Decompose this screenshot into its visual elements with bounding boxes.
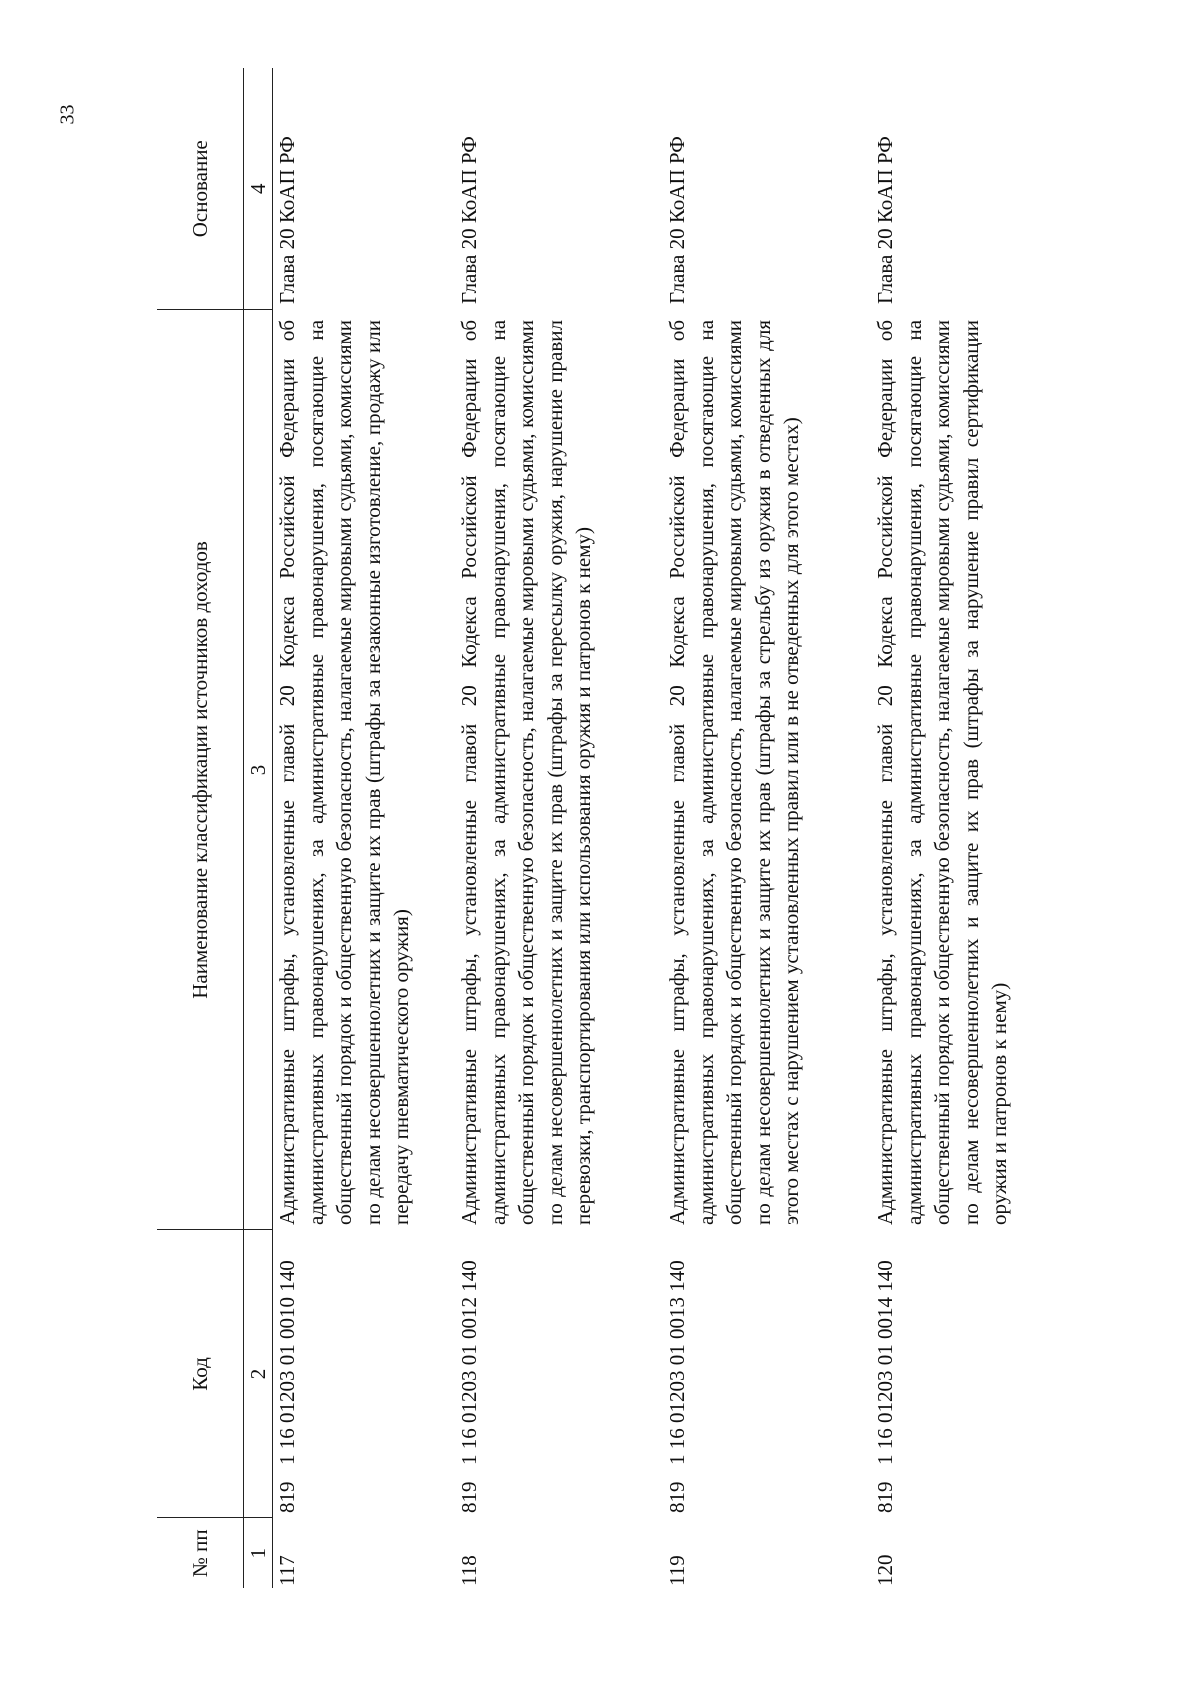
row-number: 119 [665,1555,689,1586]
page-number: 33 [56,104,79,125]
revenue-name: Административные штрафы, установленные главой 20 Кодекса Российской Федерации об административных правонарушениях, за административные правонарушения, посягающие на общественный порядок и общественную безопасность, налагаемые мировыми судьями, комиссиями по делам несовершеннолетних и защите их прав (штрафы за стрельбу из оружия в отведенных для этого местах с нарушением установленных правил или в не отведенных для этого местах) [665,319,803,1225]
admin-code: 819 [873,1481,897,1513]
column-header-basis: Основание [157,68,244,310]
row-number: 120 [873,1554,897,1586]
admin-code: 819 [665,1481,689,1513]
column-index: 2 [244,1230,273,1518]
column-index-row [244,68,273,1588]
admin-code: 819 [275,1481,299,1513]
column-header-code: Код [157,1230,244,1518]
legal-basis: Глава 20 КоАП РФ [873,136,897,304]
revenue-code: 1 16 01203 01 0014 140 [873,1260,897,1465]
column-index: 3 [244,310,273,1230]
column-index: 4 [244,68,273,310]
legal-basis: Глава 20 КоАП РФ [457,136,481,304]
table-row [273,68,456,1588]
revenue-name: Административные штрафы, установленные главой 20 Кодекса Российской Федерации об административных правонарушениях, за административные правонарушения, посягающие на общественный порядок и общественную безопасность, налагаемые мировыми судьями, комиссиями по делам несовершеннолетних и защите их прав (штрафы за нарушение правил сертификации оружия и патронов к нему) [873,319,1011,1225]
table-row [871,68,1041,1588]
revenue-code: 1 16 01203 01 0010 140 [275,1260,299,1465]
row-number: 118 [457,1555,481,1586]
row-number: 117 [275,1555,299,1586]
legal-basis: Глава 20 КоАП РФ [665,136,689,304]
table-row [663,68,871,1588]
header-row [157,68,244,1588]
revenue-classification-table [157,68,1041,1588]
legal-basis: Глава 20 КоАП РФ [275,136,299,304]
revenue-code: 1 16 01203 01 0012 140 [457,1260,481,1465]
revenue-name: Административные штрафы, установленные главой 20 Кодекса Российской Федерации об административных правонарушениях, за административные правонарушения, посягающие на общественный порядок и общественную безопасность, налагаемые мировыми судьями, комиссиями по делам несовершеннолетних и защите их прав (штрафы за пересылку оружия, нарушение правил перевозки, транспортирования или использования оружия и патронов к нему) [457,319,595,1225]
revenue-code: 1 16 01203 01 0013 140 [665,1260,689,1465]
column-index: 1 [244,1518,273,1588]
column-header-num: № пп [157,1518,244,1588]
admin-code: 819 [457,1481,481,1513]
revenue-name: Административные штрафы, установленные главой 20 Кодекса Российской Федерации об административных правонарушениях, за административные правонарушения, посягающие на общественный порядок и общественную безопасность, налагаемые мировыми судьями, комиссиями по делам несовершеннолетних и защите их прав (штрафы за незаконные изготовление, продажу или передачу пневматического оружия) [275,319,413,1225]
rotated-table-sheet [157,68,1011,1588]
column-header-name: Наименование классификации источников доходов [157,310,244,1230]
table-row [455,68,663,1588]
